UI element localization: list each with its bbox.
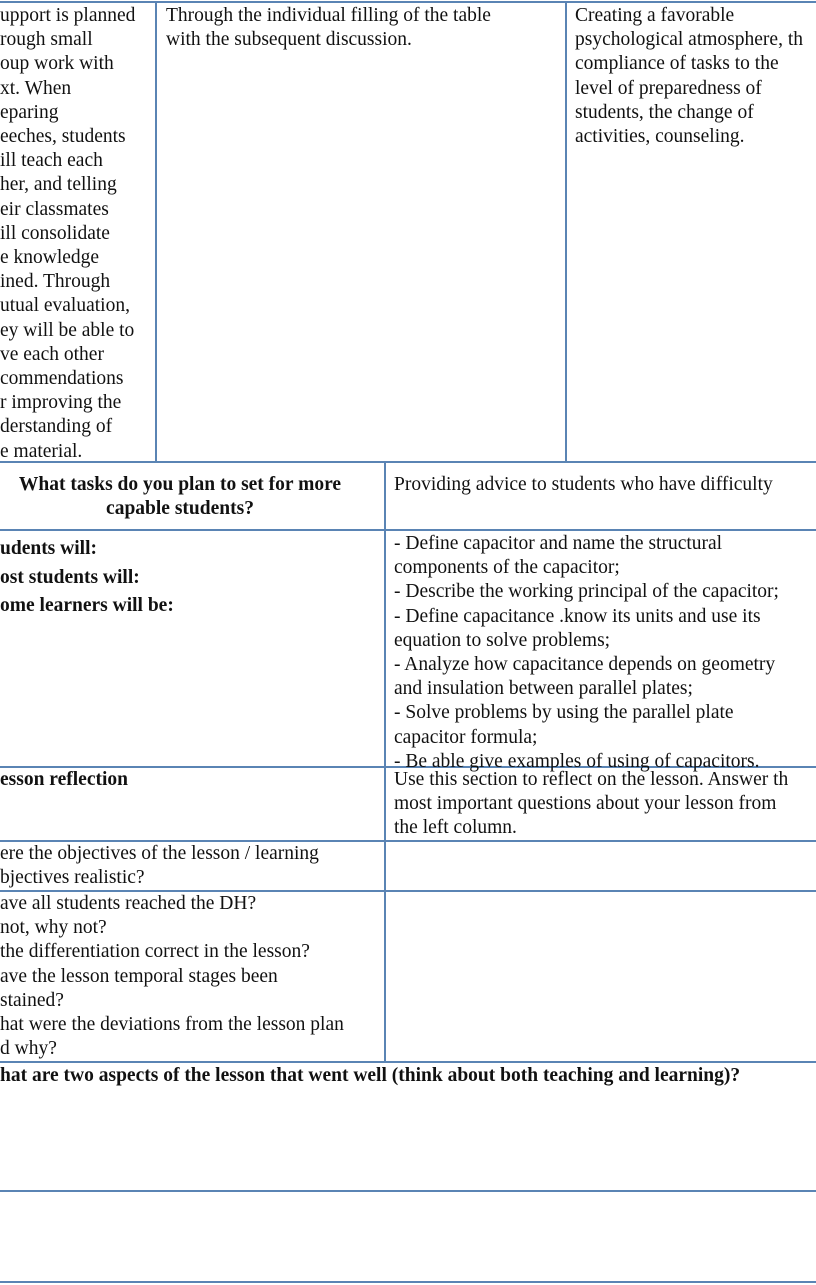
outcome-label-all: udents will: — [0, 538, 97, 559]
reflection-instructions: Use this section to reflect on the lesson. Answer th most important questions about your lesson from the left column. — [394, 769, 789, 839]
column-divider — [384, 461, 386, 1061]
row-divider — [0, 529, 816, 531]
outcome-label-most: ost students will: — [0, 566, 140, 588]
column-divider — [155, 1, 157, 461]
learning-objectives-list: - Define capacitor and name the structural components of the capacitor; - Describe the working principal of the capacitor; - Define capacitance .know its units and use its equation to solve problems; - Analyze how capacitance depends on geometry and insulation between parallel plates; - Solve problems by using the parallel plate capacitor formula; - Be able give examples of using of capacitors. — [394, 533, 779, 772]
reflection-questions: ave all students reached the DH? not, why not? the differentiation correct in the lesson? ave the lesson temporal stages been stained? hat were the deviations from the lesson plan d why? — [0, 893, 344, 1060]
table-bottom-border — [0, 1281, 816, 1283]
learning-outcomes-labels — [0, 535, 380, 621]
row-divider — [0, 1190, 816, 1192]
health-safety-cell: Creating a favorable psychological atmosphere, th compliance of tasks to the level of preparedness of students, the change of activities, counseling. — [575, 5, 803, 148]
column-divider — [565, 1, 567, 461]
aspects-heading: hat are two aspects of the lesson that went well (think about both teaching and learning)? — [0, 1065, 741, 1086]
assessment-cell: Through the individual filling of the table with the subsequent discussion. — [166, 5, 491, 51]
tasks-heading: What tasks do you plan to set for more capable students? — [18, 474, 342, 520]
support-cell: upport is planned rough small oup work with xt. When eparing eeches, students ill teach each her, and telling eir classmates ill consolidate e knowledge ined. Through utual evaluation, ey will be able to ve each other commendations r improving the derstanding of e material. — [0, 5, 136, 462]
table-top-border — [0, 1, 816, 3]
advice-heading: Providing advice to students who have difficulty — [394, 474, 773, 495]
objectives-question: ere the objectives of the lesson / learning bjectives realistic? — [0, 843, 319, 889]
outcome-label-some: ome learners will be: — [0, 595, 174, 616]
lesson-reflection-heading: esson reflection — [0, 769, 128, 790]
